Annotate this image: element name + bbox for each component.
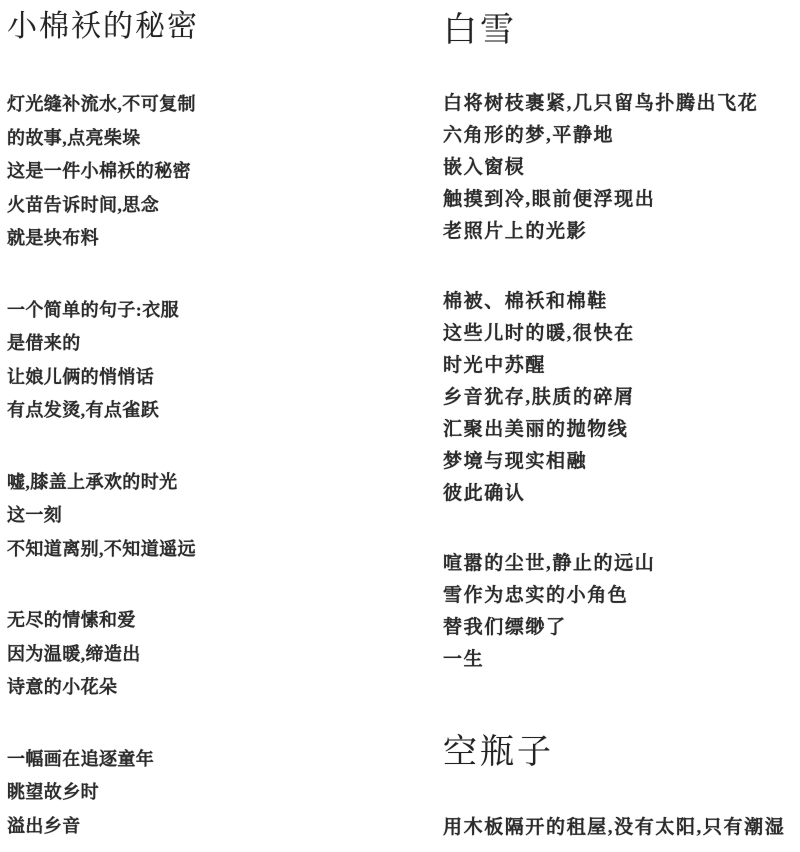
poem-line: 乡音犹存,肤质的碎屑 [443,387,635,408]
poem-title: 空瓶子 [443,734,554,771]
poem-line: 眺望故乡时 [7,782,99,802]
poem-line: 这是一件小棉袄的秘密 [7,161,191,181]
poem-line: 六角形的梦,平静地 [443,125,615,146]
poem-line: 无尽的情愫和爱 [7,610,136,630]
stanza [443,286,798,510]
stanza [7,88,432,256]
poem-line: 触摸到冷,眼前便浮现出 [443,189,656,210]
poem-line: 就是块布料 [7,228,99,248]
poem-line: 这一刻 [7,505,63,525]
right-column [443,10,798,844]
poem-line: 有点发烫,有点雀跃 [7,400,160,420]
poem-line: 不知道离别,不知道遥远 [7,538,196,559]
poem-line: 诗意的小花朵 [7,677,118,697]
poem-line: 因为温暖,缔造出 [7,643,141,664]
poem-line: 汇聚出美丽的抛物线 [443,419,629,440]
poem-line: 一幅画在追逐童年 [7,748,155,769]
left-column [7,8,432,843]
poem-line: 一个简单的句子:衣服 [7,299,179,320]
poem-line: 火苗告诉时间,思念 [7,194,160,215]
poem-line: 溢出乡音 [7,815,81,836]
stanza [443,88,798,248]
poem-line: 一生 [443,649,485,670]
poem-line: 棉被、棉袄和棉鞋 [443,291,608,312]
poem-title: 白雪 [443,12,517,49]
stanza [443,812,798,844]
poem-line: 嵌入窗棂 [443,157,526,178]
poem-line: 时光中苏醒 [443,355,547,376]
stanza [7,294,432,428]
stanza [7,743,432,844]
poem-line: 彼此确认 [443,483,526,504]
poem-line: 白将树枝裹紧,几只留鸟扑腾出飞花 [443,93,759,114]
poem-title: 小棉袄的秘密 [7,10,199,43]
poem-line: 用木板隔开的租屋,没有太阳,只有潮湿 [443,817,786,838]
stanza [7,466,432,567]
poem-line: 灯光缝补流水,不可复制 [7,94,196,114]
poem-line: 替我们缥缈了 [443,617,567,638]
poem-line: 让娘儿俩的悄悄话 [7,366,155,387]
poem-line: 是借来的 [7,333,81,353]
poem-line: 的故事,点亮柴垛 [7,127,141,148]
stanza [7,604,432,705]
poem-line: 这些儿时的暖,很快在 [443,323,635,344]
poem-line: 喧嚣的尘世,静止的远山 [443,553,656,574]
poem-line: 嘘,膝盖上承欢的时光 [7,471,178,492]
poem-line: 梦境与现实相融 [443,451,588,472]
stanza [443,548,798,676]
poem-line: 雪作为忠实的小角色 [443,585,629,606]
poem-line: 老照片上的光影 [443,221,588,242]
